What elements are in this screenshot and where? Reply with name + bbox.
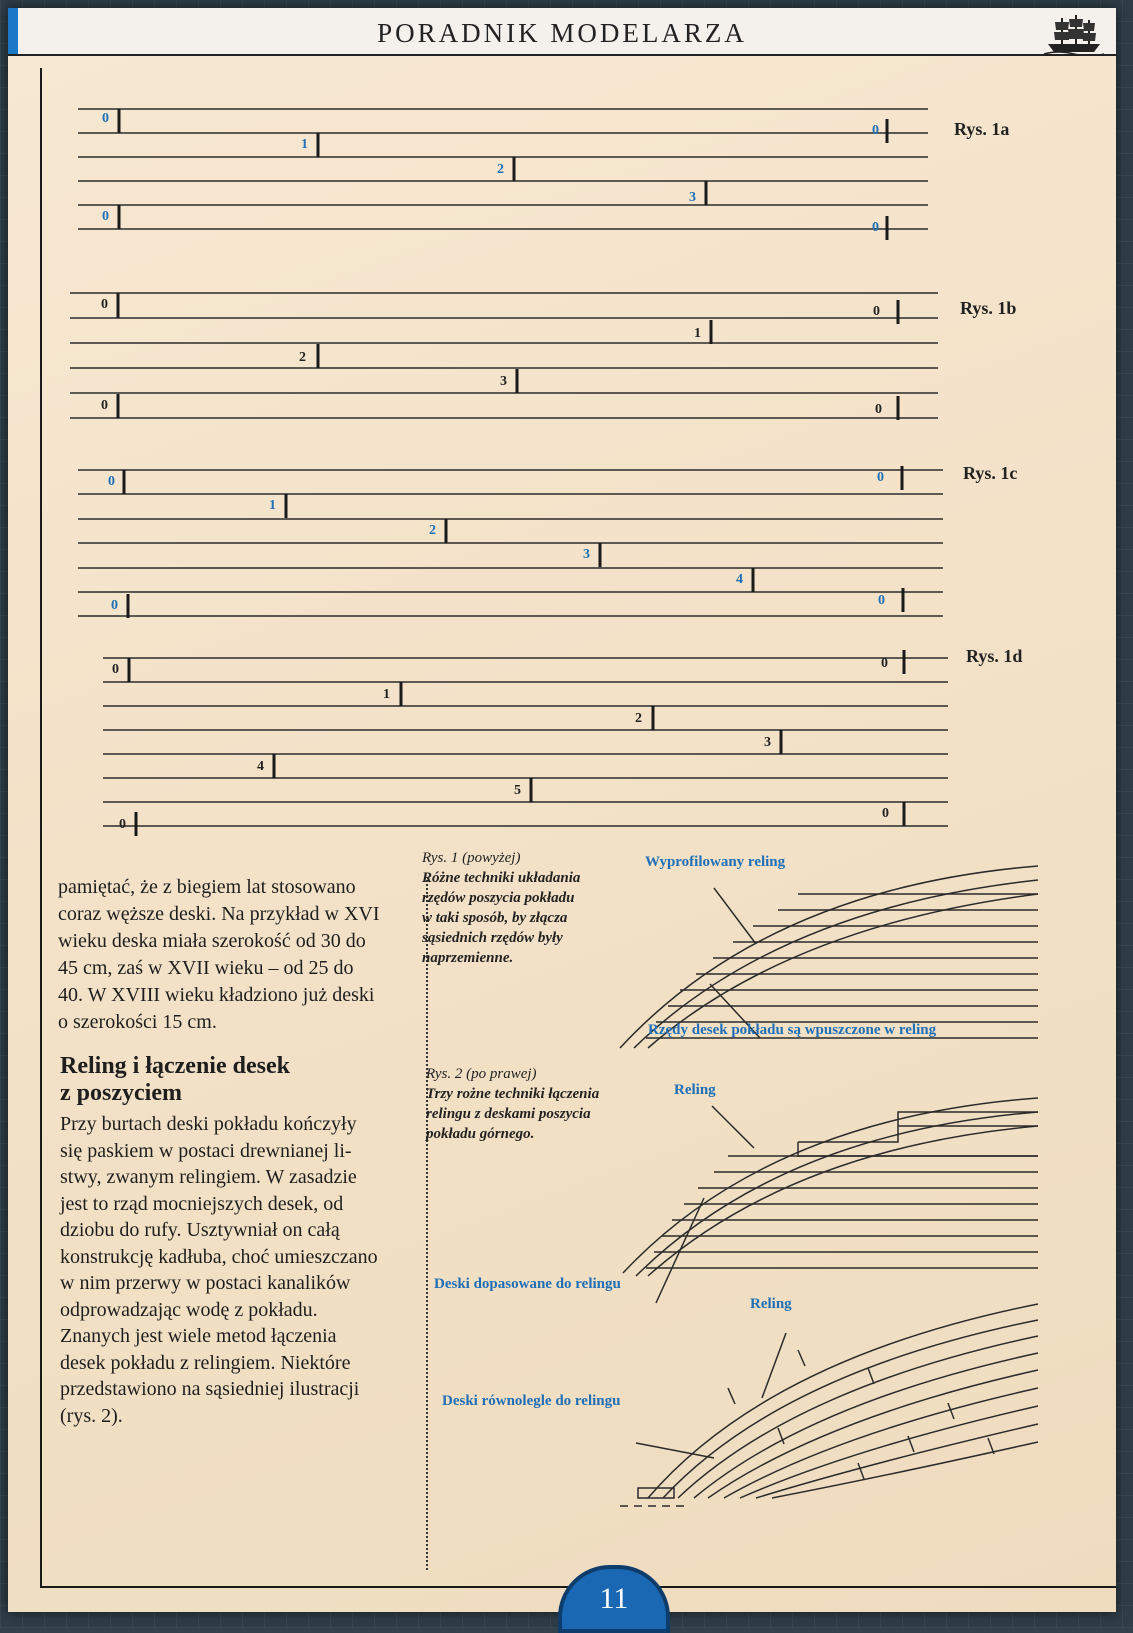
joint-number: 0 [872,220,879,235]
section-body: Przy burtach deski pokładu kończyły się paskiem w postaci drewnianej li- stwy, zwanym relingiem. W zasadzie jest to rząd mocniejszych desek, od dziobu do rufy. Usztywniał on całą konstrukcję kadłuba, choć umieszczano w nim przerwy w postaci kanalików odprowadzając wodę z pokładu. Znanych jest wiele metod łączenia desek pokładu z relingiem. Niektóre przedstawiono na sąsiedniej ilustracji (rys. 2). [60,1113,378,1427]
page-number: 11 [558,1565,670,1633]
joint-number: 0 [108,474,115,489]
joint-number: 5 [514,783,521,798]
joint-number: 3 [500,374,507,389]
joint-number: 0 [881,656,888,671]
callout-fitted-boards: Deski dopasowane do relingu [434,1276,621,1292]
section-heading: Reling i łączenie desek z poszyciem [60,1053,290,1106]
figure-label-1b: Rys. 1b [960,298,1017,318]
joint-number: 1 [383,687,390,702]
joint-number: 0 [102,209,109,224]
callout-parallel-boards: Deski równolegle do relingu [442,1393,621,1409]
book-page [8,8,1116,1612]
figure-label-1c: Rys. 1c [963,463,1018,483]
joint-number: 2 [497,162,504,177]
joint-number: 0 [102,111,109,126]
callout-profiled-reling: Wyprofilowany reling [645,854,786,870]
joint-number: 4 [257,759,264,774]
joint-number: 0 [111,598,118,613]
joint-number: 0 [101,297,108,312]
joint-number: 0 [112,662,119,677]
callout-rows-into-reling: Rzędy desek pokładu są wpuszczone w reling [648,1022,937,1038]
joint-number: 0 [877,470,884,485]
joint-number: 0 [872,123,879,138]
caption-rys1-body: Różne techniki układania rzędów poszycia pokładu w taki sposób, by złącza sąsiednich rzędów były naprzemienne. [422,870,581,966]
callout-reling: Reling [750,1296,792,1312]
caption-rys1-title: Rys. 1 (powyżej) [422,850,521,866]
joint-number: 1 [694,326,701,341]
joint-number: 2 [429,523,436,538]
joint-number: 3 [583,547,590,562]
joint-number: 4 [736,572,743,587]
joint-number: 0 [101,398,108,413]
intro-paragraph: pamiętać, że z biegiem lat stosowano coraz węższe deski. Na przykład w XVI wieku deska miała szerokość od 30 do 45 cm, zaś w XVII wieku – od 25 do 40. W XVIII wieku kładziono już deski o szerokości 15 cm. [58,876,380,1033]
caption-rys2-title: Rys. 2 (po prawej) [426,1066,537,1082]
joint-number: 1 [301,137,308,152]
header-title: PORADNIK MODELARZA [377,18,747,48]
joint-number: 0 [882,806,889,821]
reling-illustrations [8,8,1116,1612]
figure-label-1a: Rys. 1a [954,119,1010,139]
joint-number: 0 [878,593,885,608]
joint-number: 1 [269,498,276,513]
caption-rys2-body: Trzy rożne techniki łączenia relingu z deskami poszycia pokładu górnego. [426,1086,600,1142]
joint-number: 3 [764,735,771,750]
joint-number: 0 [875,402,882,417]
joint-number: 0 [119,817,126,832]
joint-number: 2 [635,711,642,726]
callout-reling: Reling [674,1082,716,1098]
figure-label-1d: Rys. 1d [966,646,1023,666]
joint-number: 3 [689,190,696,205]
joint-number: 2 [299,350,306,365]
joint-number: 0 [873,304,880,319]
